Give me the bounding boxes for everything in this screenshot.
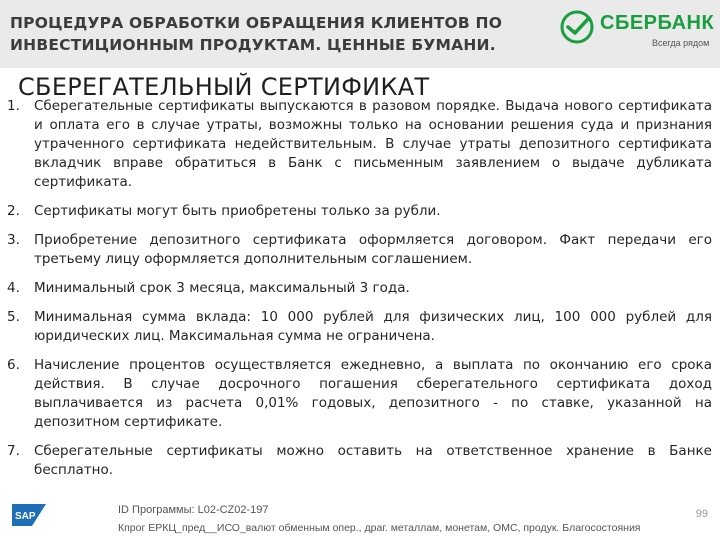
list-item-number: 4. [7, 280, 20, 296]
list-item [0, 279, 720, 298]
sberbank-logo-icon [560, 10, 594, 44]
list-item-number: 7. [7, 443, 20, 459]
list-item-number: 2. [7, 203, 20, 219]
sberbank-logo [560, 10, 715, 50]
list-item-text: Минимальная сумма вклада: 10 000 рублей для физических лиц, 100 000 рублей для юридических лиц. Максимальная сумма не ограничена. [34, 309, 712, 344]
list-item-text: Сберегательные сертификаты можно оставить на ответственное хранение в Банке бесплатно. [34, 443, 712, 478]
sap-logo-text: SAP [15, 511, 36, 522]
logo-name: СБЕРБАНК [600, 12, 715, 34]
logo-slogan: Всегда рядом [652, 38, 710, 48]
list-item-text: Приобретение депозитного сертификата оформляется договором. Факт передачи его третьему лицу оформляется дополнительным соглашением. [34, 232, 712, 267]
section-title: СБЕРЕГАТЕЛЬНЫЙ СЕРТИФИКАТ [18, 73, 430, 101]
slide-title-line-2: ИНВЕСТИЦИОННЫМ ПРОДУКТАМ. ЦЕННЫЕ БУМАНИ. [10, 36, 496, 54]
list-item-number: 5. [7, 309, 20, 325]
list-item-number: 1. [7, 98, 20, 114]
list-item [0, 202, 720, 221]
slide-header [0, 0, 720, 68]
list-item-text: Сберегательные сертификаты выпускаются в разовом порядке. Выдача нового сертификата и оплата его в случае утраты, возможны только на основании решения суда и признания утраченного сертификата недействительным. В случае утраты депозитного сертификата вкладчик вправе обратиться в Банк с письменным заявлением о выдаче дубликата сертификата. [34, 98, 712, 190]
list-item-text: Начисление процентов осуществляется ежедневно, а выплата по окончанию его срока действия. В случае досрочного погашения сберегательного сертификата доход выплачивается из расчета 0,01% годовых, депозитного - по ставке, указанной на депозитном сертификате. [34, 357, 712, 430]
footer [0, 500, 720, 540]
list-item-number: 6. [7, 357, 20, 373]
item-list [0, 97, 720, 490]
list-item [0, 356, 720, 432]
list-item-number: 3. [7, 232, 20, 248]
list-item [0, 442, 720, 480]
slide-title-line-1: ПРОЦЕДУРА ОБРАБОТКИ ОБРАЩЕНИЯ КЛИЕНТОВ ПО [10, 14, 503, 32]
document-path: Кпрог ЕРКЦ_пред__ИСО_валют обменным опер., драг. металлам, монетам, ОМС, продук. Благосостояния [118, 522, 641, 534]
list-item [0, 231, 720, 269]
list-item [0, 308, 720, 346]
sap-logo-icon [12, 504, 46, 526]
program-id: ID Программы: L02-CZ02-197 [118, 504, 269, 516]
list-item-text: Минимальный срок 3 месяца, максимальный 3 года. [34, 280, 410, 296]
page-number: 99 [695, 508, 708, 520]
slide-title [10, 12, 530, 56]
list-item-text: Сертификаты могут быть приобретены только за рубли. [34, 203, 441, 219]
list-item [0, 97, 720, 192]
